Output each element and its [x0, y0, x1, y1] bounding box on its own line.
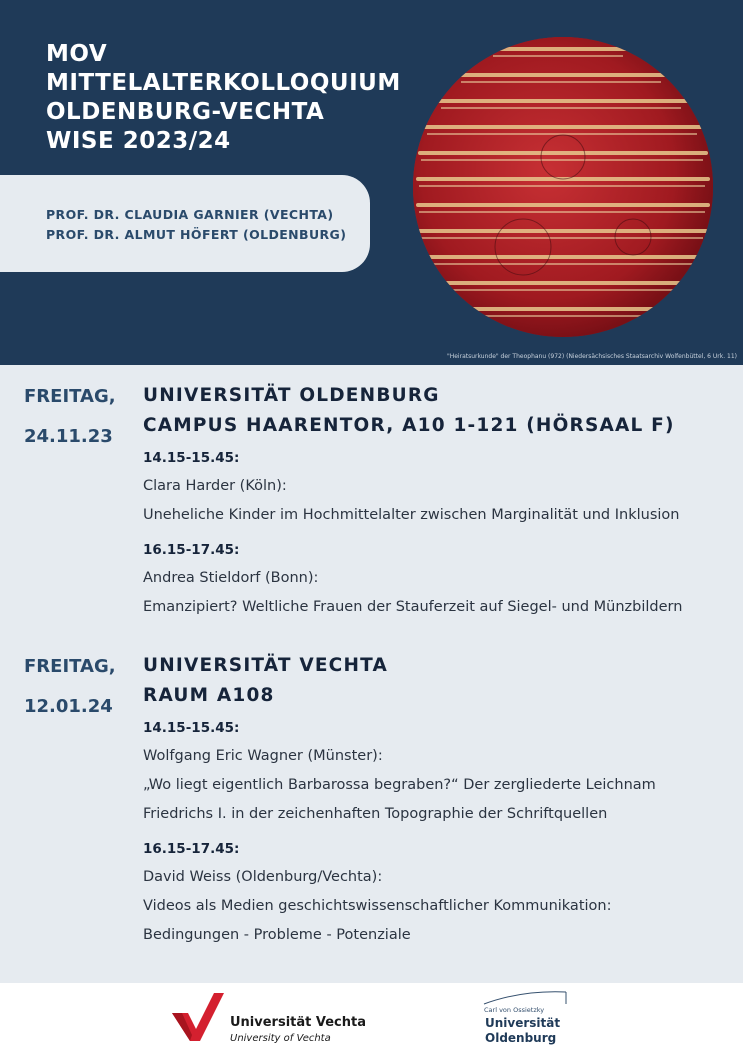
vechta-name: Universität Vechta: [230, 1015, 367, 1030]
venue-line: UNIVERSITÄT VECHTA: [143, 655, 389, 676]
oldenburg-arc-icon: [482, 988, 572, 1006]
session-date: 24.11.23: [24, 426, 113, 447]
manuscript-texture-icon: [413, 37, 713, 337]
title-line: WISE 2023/24: [46, 128, 231, 154]
talk-title: Uneheliche Kinder im Hochmittelalter zwischen Marginalität und Inklusion: [143, 507, 680, 523]
footer-logos: [0, 983, 743, 1050]
colloquium-title: [46, 40, 401, 156]
oldenburg-name: Universität: [485, 1016, 561, 1030]
talk-time: 16.15-17.45:: [143, 542, 240, 558]
speaker: Clara Harder (Köln):: [143, 478, 287, 494]
talk-title: Bedingungen - Probleme - Potenziale: [143, 927, 411, 943]
image-caption: "Heiratsurkunde" der Theophanu (972) (Niedersächsisches Staatsarchiv Wolfenbüttel, 6 Urk. 11): [446, 353, 737, 360]
speaker: David Weiss (Oldenburg/Vechta):: [143, 869, 383, 885]
organizer: PROF. DR. ALMUT HÖFERT (OLDENBURG): [46, 227, 347, 242]
talk-time: 14.15-15.45:: [143, 450, 240, 466]
session-day: FREITAG,: [24, 656, 116, 677]
manuscript-image: [413, 37, 713, 337]
session-date: 12.01.24: [24, 696, 113, 717]
oldenburg-name: Oldenburg: [485, 1031, 557, 1045]
organizers-box: [0, 175, 370, 272]
oldenburg-prefix: Carl von Ossietzky: [484, 1006, 545, 1014]
vechta-logo[interactable]: [170, 991, 370, 1044]
speaker: Wolfgang Eric Wagner (Münster):: [143, 748, 383, 764]
talk-time: 16.15-17.45:: [143, 841, 240, 857]
title-line: OLDENBURG-VECHTA: [46, 99, 325, 125]
talk-title: „Wo liegt eigentlich Barbarossa begraben?“ Der zergliederte Leichnam: [143, 777, 656, 793]
vechta-subtitle: University of Vechta: [230, 1033, 331, 1044]
session-day: FREITAG,: [24, 386, 116, 407]
organizer: PROF. DR. CLAUDIA GARNIER (VECHTA): [46, 207, 334, 222]
talk-title: Videos als Medien geschichtswissenschaftlicher Kommunikation:: [143, 898, 612, 914]
talk-time: 14.15-15.45:: [143, 720, 240, 736]
talk-title: Friedrichs I. in der zeichenhaften Topographie der Schriftquellen: [143, 806, 608, 822]
title-line: MOV: [46, 41, 108, 67]
venue-line: CAMPUS HAARENTOR, A10 1-121 (HÖRSAAL F): [143, 415, 675, 436]
speaker: Andrea Stieldorf (Bonn):: [143, 570, 319, 586]
vechta-check-icon: [170, 991, 226, 1041]
venue-line: UNIVERSITÄT OLDENBURG: [143, 385, 440, 406]
venue-line: RAUM A108: [143, 685, 275, 706]
talk-title: Emanzipiert? Weltliche Frauen der Stauferzeit auf Siegel- und Münzbildern: [143, 599, 683, 615]
header-banner: [0, 0, 743, 365]
title-line: MITTELALTERKOLLOQUIUM: [46, 70, 401, 96]
oldenburg-logo[interactable]: [482, 988, 572, 1046]
